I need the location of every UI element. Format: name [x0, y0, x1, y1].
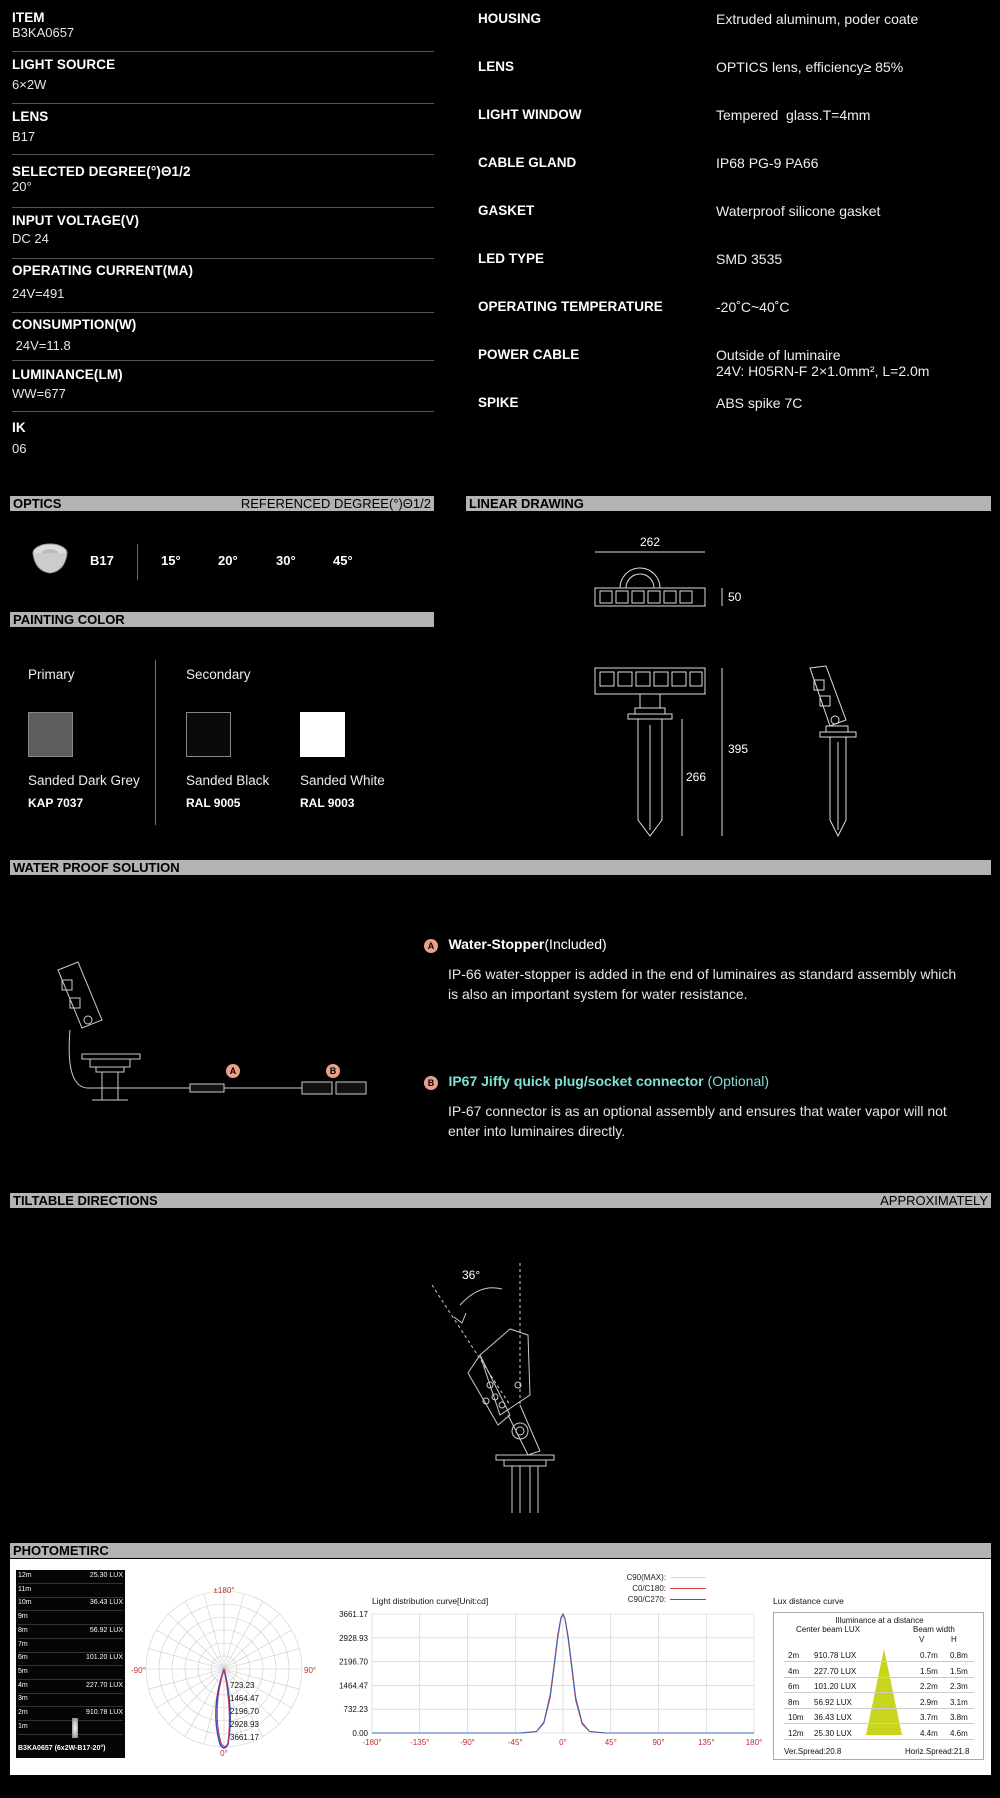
spec-label: LENS	[12, 109, 49, 124]
legend-label: C90/C270:	[627, 1595, 666, 1604]
lux-row	[784, 1696, 974, 1709]
lux-cell: 101.20 LUX	[814, 1682, 857, 1691]
linear-drawing	[580, 520, 900, 840]
distance-label: 6m	[18, 1654, 28, 1662]
degree-20: 20°	[218, 553, 238, 568]
distance-label: 2m	[18, 1709, 28, 1716]
photometric-bar	[10, 1543, 991, 1558]
connector-title-row	[424, 1073, 769, 1091]
lux-cell: 2m	[788, 1651, 800, 1660]
chart-legend	[620, 1573, 706, 1606]
distance-panel	[16, 1570, 125, 1758]
spec-label: CABLE GLAND	[478, 155, 577, 170]
tilt-angle: 36°	[462, 1268, 481, 1282]
polar-bottom-label: 0°	[220, 1749, 228, 1758]
spec-label: GASKET	[478, 203, 535, 218]
distance-caption: B3KA0657 (6x2W-B17-20°)	[18, 1745, 106, 1752]
spec-row	[12, 109, 434, 155]
swatch-code: KAP 7037	[28, 796, 84, 810]
primary-heading: Primary	[28, 667, 75, 682]
spec-label: OPERATING TEMPERATURE	[478, 299, 663, 314]
waterproof-title: WATER PROOF SOLUTION	[13, 860, 180, 875]
lux-cell: 1.5m	[950, 1666, 968, 1676]
distance-label: 1m	[18, 1722, 28, 1730]
x-tick-label: 45°	[604, 1738, 617, 1747]
lux-cell: 3.7m	[920, 1713, 938, 1722]
lux-row	[784, 1649, 974, 1662]
x-tick-label: 135°	[697, 1738, 715, 1747]
distance-label: 5m	[18, 1667, 28, 1675]
lux-col-v: V	[919, 1635, 925, 1644]
lux-cell: 4.6m	[950, 1728, 968, 1738]
distance-label: 12m	[18, 1572, 32, 1579]
lux-cell: 3.1m	[950, 1697, 968, 1707]
legend-swatch	[670, 1588, 706, 1589]
light-distribution-chart	[330, 1606, 763, 1756]
water-stopper-title: Water-Stopper	[448, 936, 545, 952]
spec-value: 24V=491	[12, 286, 65, 301]
polar-spoke	[224, 1601, 263, 1669]
lux-cell: 25.30 LUX	[814, 1728, 852, 1738]
lux-cell: 910.78 LUX	[814, 1651, 857, 1660]
spec-row	[12, 420, 26, 456]
lux-cell: 36.43 LUX	[814, 1713, 852, 1722]
spec-value: 06	[12, 441, 27, 456]
x-tick-label: -45°	[507, 1738, 523, 1747]
distance-gridline	[18, 1720, 123, 1721]
optics-reference: REFERENCED DEGREE(°)Θ1/2	[240, 496, 431, 511]
lux-heading: Illuminance at a distance	[835, 1616, 924, 1625]
lux-table	[773, 1612, 984, 1760]
legend-swatch	[670, 1577, 706, 1578]
distance-label: 4m	[18, 1681, 28, 1689]
polar-ring-label: 1464.47	[230, 1694, 259, 1703]
distance-gridline	[18, 1734, 123, 1735]
spec-label: IK	[12, 420, 26, 435]
spec-value: SMD 3535	[716, 251, 783, 267]
distance-gridline	[18, 1652, 123, 1653]
badge-b: B	[424, 1076, 438, 1090]
spec-label: SELECTED DEGREE(°)Θ1/2	[12, 164, 191, 179]
distance-label: 10m	[18, 1599, 32, 1607]
swatch-name: Sanded Black	[186, 773, 270, 788]
dim-height: 50	[728, 590, 742, 604]
waterproof-bar	[10, 860, 991, 875]
dim-spike: 266	[686, 770, 707, 784]
spec-value: OPTICS lens, efficiency≥ 85%	[716, 59, 904, 75]
tiltable-approx: APPROXIMATELY	[880, 1193, 988, 1208]
distance-lux: 25.30 LUX	[89, 1572, 123, 1579]
lux-cell: 0.8m	[950, 1651, 968, 1660]
legend-c0	[620, 1584, 706, 1595]
badge-a-small: A	[229, 1066, 237, 1076]
lux-row	[784, 1665, 974, 1678]
spec-label: HOUSING	[478, 11, 542, 26]
spec-value: 20°	[12, 179, 32, 194]
photometric-title: PHOTOMETIRC	[13, 1543, 109, 1558]
spec-value: Extruded aluminum, poder coate	[716, 11, 919, 27]
y-tick-label: 2196.70	[339, 1657, 368, 1667]
polar-spoke	[224, 1614, 279, 1669]
distance-gridline	[18, 1706, 123, 1707]
y-tick-label: 732.23	[343, 1705, 368, 1715]
lux-cell: 227.70 LUX	[814, 1666, 857, 1676]
painting-divider	[155, 660, 156, 825]
lux-cell: 1.5m	[920, 1666, 938, 1676]
spec-label: LENS	[478, 59, 515, 74]
painting-title: PAINTING COLOR	[13, 612, 125, 627]
distance-gridline	[18, 1638, 123, 1639]
spec-label: LIGHT WINDOW	[478, 107, 582, 122]
polar-spoke	[185, 1601, 224, 1669]
legend-swatch	[670, 1599, 706, 1600]
polar-ring-label: 2196.70	[230, 1707, 259, 1716]
lens-name: B17	[90, 553, 114, 568]
optics-title: OPTICS	[13, 496, 62, 511]
spec-value: 24V=11.8	[12, 338, 71, 353]
spec-row	[12, 367, 434, 412]
spec-row	[12, 57, 434, 104]
painting-bar	[10, 612, 434, 627]
dim-width: 262	[639, 535, 661, 549]
spec-label: CONSUMPTION(W)	[12, 317, 137, 332]
spec-value: Tempered glass.T=4mm	[716, 107, 871, 123]
x-tick-label: 0°	[559, 1738, 567, 1747]
x-tick-label: -135°	[410, 1738, 430, 1747]
distance-label: 9m	[18, 1613, 28, 1621]
optics-bar	[10, 496, 434, 511]
optics-divider	[137, 544, 138, 580]
polar-spoke	[156, 1630, 224, 1669]
badge-b-small: B	[329, 1066, 337, 1076]
lux-cell: 3.8m	[950, 1713, 968, 1722]
swatch-name: Sanded White	[300, 773, 385, 788]
lens-icon	[30, 541, 70, 577]
distance-lux: 36.43 LUX	[89, 1599, 123, 1607]
polar-left-label: -90°	[131, 1666, 146, 1675]
x-tick-label: 180°	[745, 1738, 763, 1747]
lux-cell: 8m	[788, 1697, 800, 1707]
y-tick-label: 3661.17	[339, 1610, 368, 1619]
badge-a: A	[424, 939, 438, 953]
lux-row	[784, 1711, 974, 1724]
polar-spoke	[224, 1630, 292, 1669]
polar-top-label: ±180°	[213, 1586, 235, 1595]
lux-title: Lux distance curve	[773, 1596, 844, 1606]
water-stopper-included: (Included)	[544, 936, 607, 952]
distance-label: 7m	[18, 1640, 28, 1648]
connector-desc: IP-67 connector is as an optional assembly and ensures that water vapor will not enter into luminaires directly.	[448, 1103, 947, 1139]
spec-label: OPERATING CURRENT(MA)	[12, 263, 194, 278]
hor-spread: Horiz.Spread:21.8	[905, 1747, 970, 1756]
distance-label: 11m	[18, 1585, 32, 1593]
lux-cell: 10m	[788, 1713, 804, 1722]
polar-ring-label: 723.23	[230, 1681, 255, 1690]
spec-label: LED TYPE	[478, 251, 545, 266]
spec-value	[716, 347, 929, 379]
lux-cell: 2.2m	[920, 1682, 938, 1691]
linear-drawing-bar	[466, 496, 991, 511]
lux-cell: 56.92 LUX	[814, 1697, 852, 1707]
spec-label: LIGHT SOURCE	[12, 57, 116, 72]
spec-label: INPUT VOLTAGE(V)	[12, 213, 140, 228]
spec-row	[12, 213, 434, 259]
distance-gridline	[18, 1610, 123, 1611]
degree-30: 30°	[276, 553, 296, 568]
y-tick-label: 2928.93	[339, 1633, 368, 1643]
swatch-dark-grey	[28, 712, 73, 757]
distance-gridline	[18, 1679, 123, 1680]
chart-title: Light distribution curve[Unit:cd]	[372, 1596, 489, 1606]
spec-label: POWER CABLE	[478, 347, 580, 362]
spec-row	[12, 164, 434, 208]
lux-cell: 6m	[788, 1682, 800, 1691]
x-tick-label: -180°	[362, 1738, 382, 1747]
water-stopper-title-row	[424, 936, 607, 954]
legend-c90	[620, 1595, 706, 1606]
degree-15: 15°	[161, 553, 181, 568]
distance-label: 3m	[18, 1695, 28, 1703]
lux-row	[784, 1680, 974, 1693]
distance-lux: 56.92 LUX	[89, 1626, 123, 1634]
spec-value: B3KA0657	[12, 25, 75, 40]
distance-gridline	[18, 1693, 123, 1694]
dim-total: 395	[728, 742, 749, 756]
distance-gridline	[18, 1665, 123, 1666]
polar-spoke	[169, 1614, 224, 1669]
spec-label: ITEM	[12, 10, 45, 25]
tiltable-bar	[10, 1193, 991, 1208]
lux-col-beam: Beam width	[913, 1625, 955, 1634]
spec-value: B17	[12, 129, 36, 144]
tiltable-title: TILTABLE DIRECTIONS	[13, 1193, 158, 1208]
lux-col-center: Center beam LUX	[796, 1625, 861, 1634]
secondary-heading: Secondary	[186, 667, 251, 682]
distance-lux: 910.78 LUX	[86, 1709, 123, 1716]
connector-optional: (Optional)	[703, 1073, 769, 1089]
lux-cell: 0.7m	[920, 1651, 938, 1660]
lux-cell: 2.9m	[920, 1697, 938, 1707]
spec-value: Waterproof silicone gasket	[716, 203, 881, 219]
polar-chart	[128, 1580, 318, 1760]
lux-cell: 2.3m	[950, 1682, 968, 1691]
spec-row	[12, 317, 434, 361]
x-tick-label: 90°	[652, 1738, 665, 1747]
spec-label: SPIKE	[478, 395, 519, 410]
polar-ring-label: 3661.17	[230, 1733, 259, 1742]
ver-spread: Ver.Spread:20.8	[784, 1747, 842, 1756]
lux-cell: 12m	[788, 1728, 804, 1738]
lux-col-h: H	[951, 1635, 957, 1644]
lux-row	[784, 1727, 974, 1740]
spec-value: -20˚C~40˚C	[716, 299, 790, 315]
lux-cell: 4.4m	[920, 1728, 938, 1738]
swatch-code: RAL 9005	[186, 796, 241, 810]
spec-value: ABS spike 7C	[716, 395, 803, 411]
spec-value: DC 24	[12, 231, 49, 246]
legend-label: C90(MAX):	[626, 1573, 666, 1582]
waterproof-illustration	[40, 960, 380, 1110]
polar-ring-label: 2928.93	[230, 1720, 259, 1729]
light-beam-icon	[72, 1718, 78, 1738]
distance-lux: 227.70 LUX	[86, 1681, 123, 1689]
degree-45: 45°	[333, 553, 353, 568]
swatch-white	[300, 712, 345, 757]
swatch-code: RAL 9003	[300, 796, 355, 810]
swatch-black	[186, 712, 231, 757]
power-cable-line2: 24V: H05RN-F 2×1.0mm², L=2.0m	[716, 363, 930, 379]
linear-drawing-title: LINEAR DRAWING	[469, 496, 584, 511]
distance-gridline	[18, 1597, 123, 1598]
spec-value: 6×2W	[12, 77, 47, 92]
spec-row	[12, 10, 434, 52]
connector-title: IP67 Jiffy quick plug/socket connector	[448, 1073, 704, 1089]
spec-label: LUMINANCE(LM)	[12, 367, 123, 382]
water-stopper-desc: IP-66 water-stopper is added in the end of luminaires as standard assembly which is also an important system for water resistance.	[448, 966, 957, 1002]
tilt-illustration	[420, 1255, 610, 1515]
spec-row	[12, 263, 434, 313]
legend-label: C0/C180:	[632, 1584, 666, 1593]
distance-label: 8m	[18, 1626, 28, 1634]
x-tick-label: -90°	[460, 1738, 475, 1747]
y-tick-label: 0.00	[352, 1729, 368, 1738]
distance-lux: 101.20 LUX	[86, 1654, 123, 1662]
legend-c90max	[620, 1573, 706, 1584]
y-tick-label: 1464.47	[339, 1681, 368, 1691]
spec-value: IP68 PG-9 PA66	[716, 155, 819, 171]
distance-gridline	[18, 1624, 123, 1625]
polar-right-label: 90°	[304, 1666, 317, 1675]
distance-gridline	[18, 1583, 123, 1584]
polar-spoke	[156, 1669, 224, 1708]
spec-value: WW=677	[12, 386, 66, 401]
swatch-name: Sanded Dark Grey	[28, 773, 140, 788]
lux-cell: 4m	[788, 1666, 800, 1676]
power-cable-line1: Outside of luminaire	[716, 347, 841, 363]
